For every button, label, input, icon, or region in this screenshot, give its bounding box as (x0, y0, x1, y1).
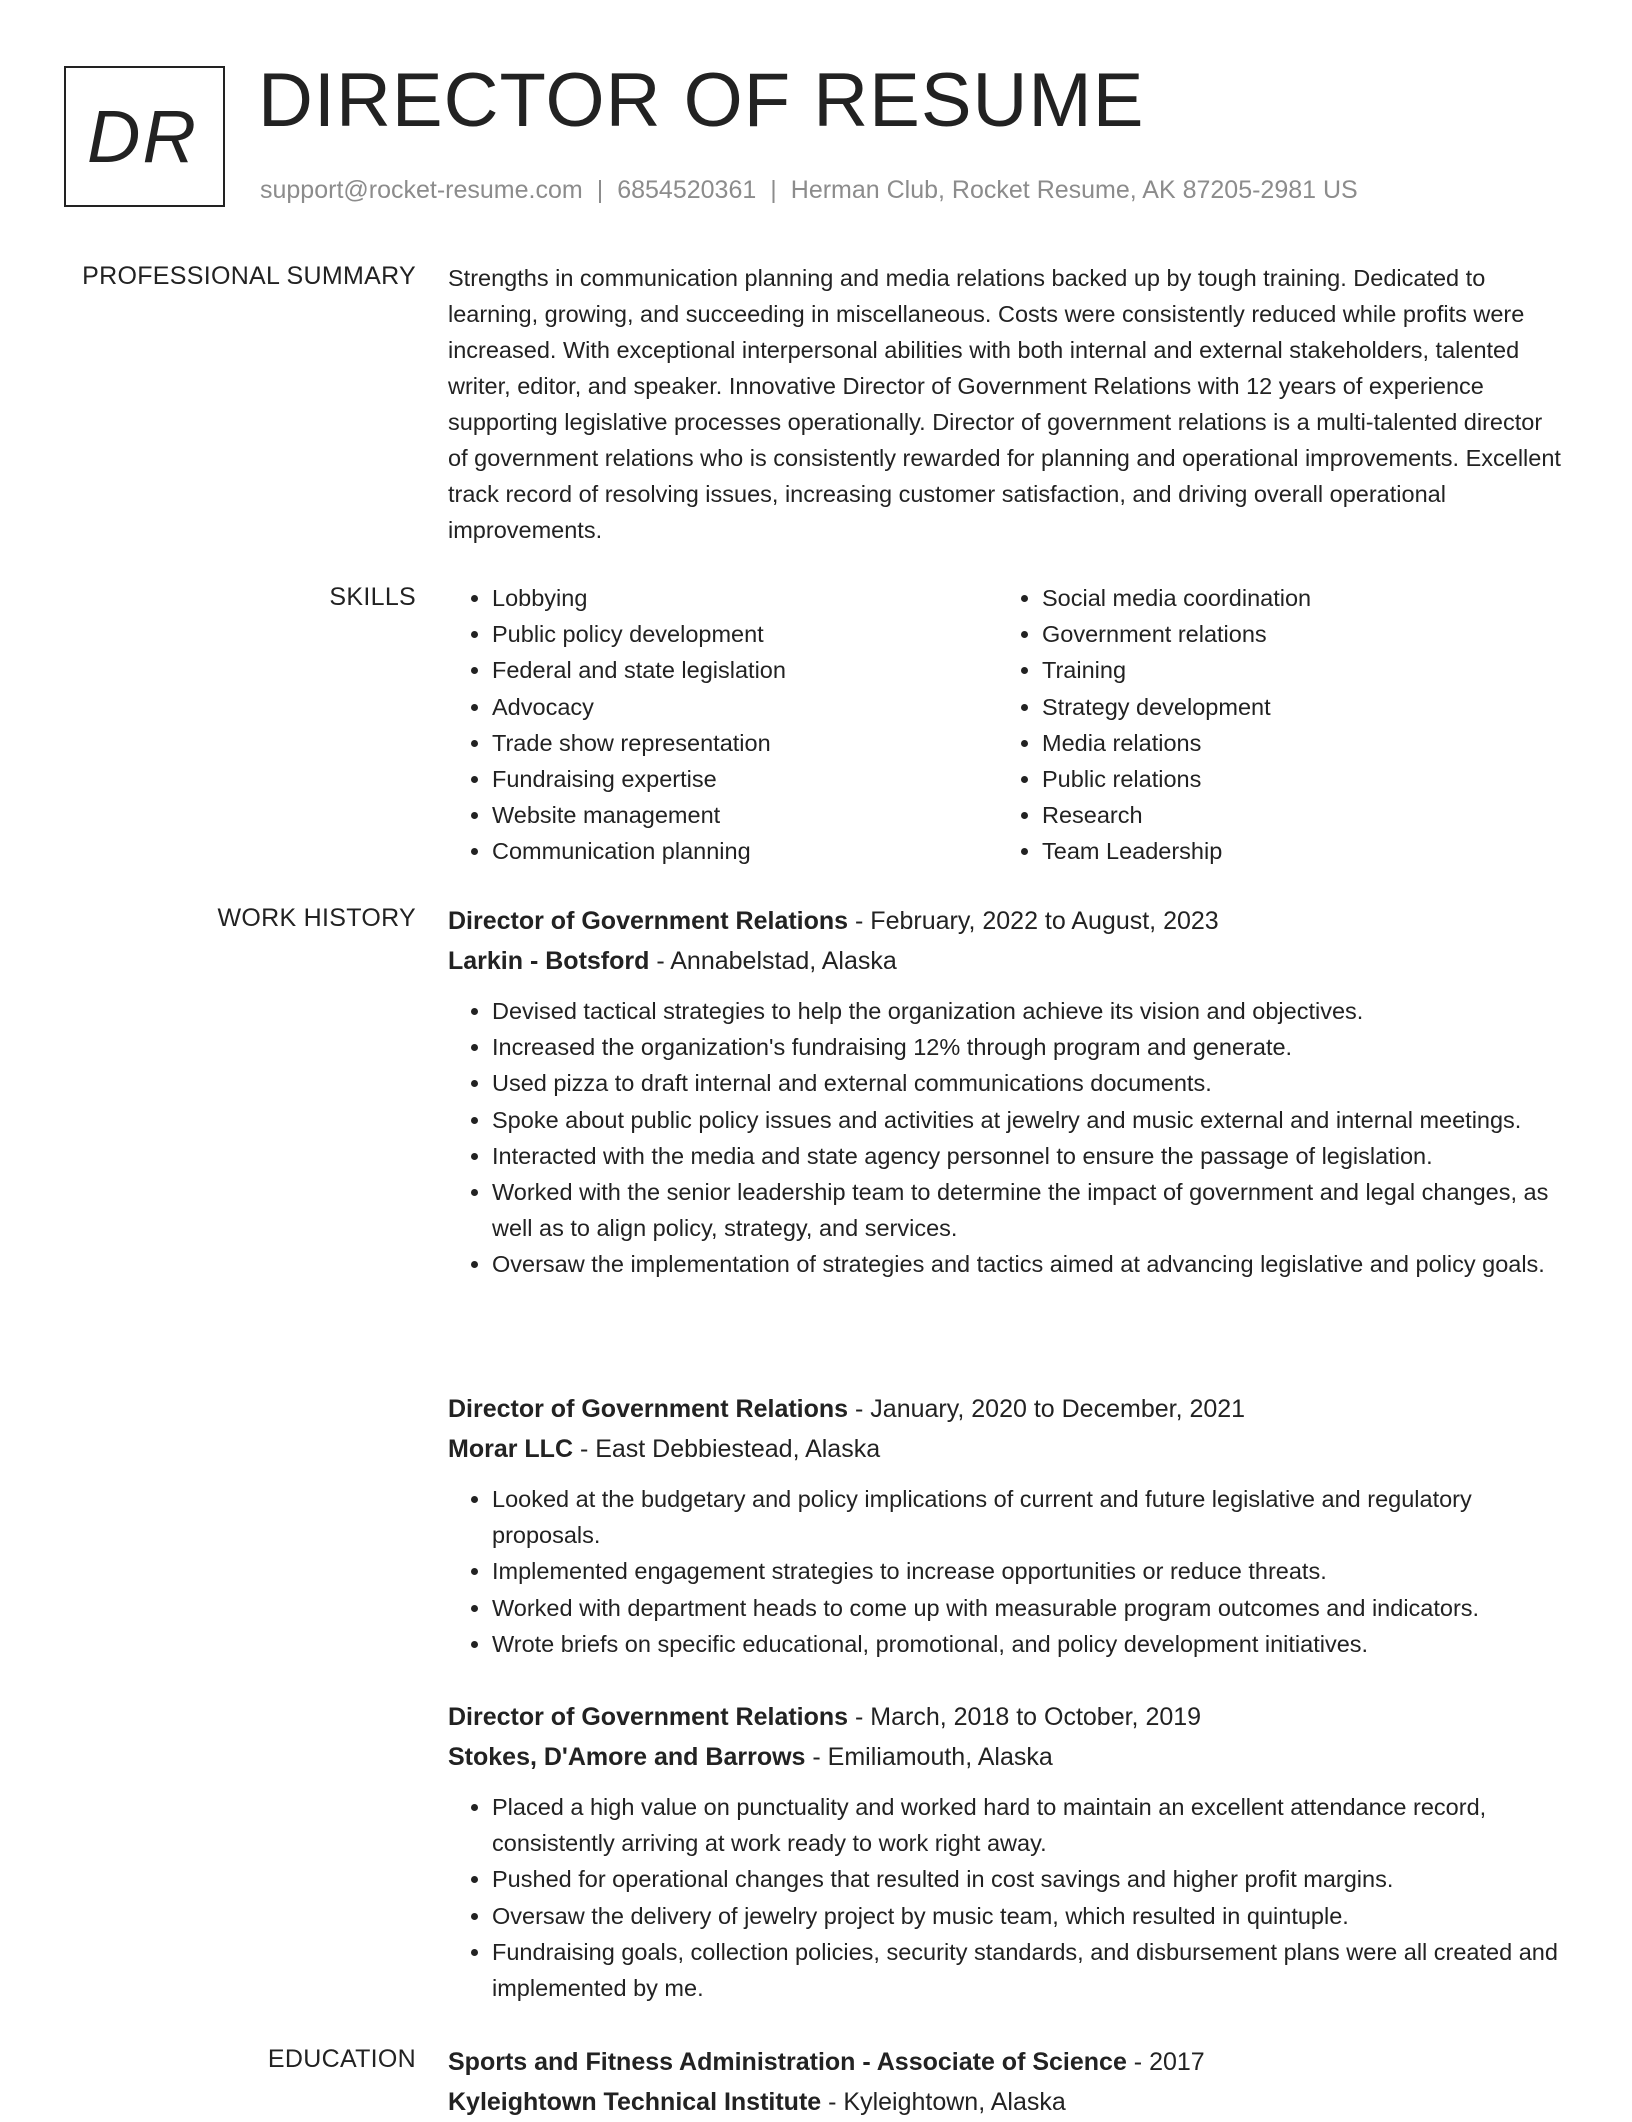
job-bullet: • Looked at the budgetary and policy implications of current and future legislative and regulatory proposals. (492, 1481, 1568, 1553)
skill-item: • Public relations (1042, 761, 1548, 797)
skill-item: • Trade show representation (492, 725, 998, 761)
skills-columns (448, 580, 1568, 870)
skill-item: • Website management (492, 797, 998, 833)
contact-separator: | (770, 176, 777, 204)
job-entry (448, 1697, 1568, 2006)
job-dates: - March, 2018 to October, 2019 (848, 1703, 1202, 1731)
job-bullet: • Implemented engagement strategies to increase opportunities or reduce threats. (492, 1553, 1568, 1589)
job-company: Larkin - Botsford (448, 947, 650, 975)
skill-item: • Advocacy (492, 689, 998, 725)
skill-item: • Federal and state legislation (492, 652, 998, 688)
skills-list-left (448, 580, 998, 870)
skill-item: • Strategy development (1042, 689, 1548, 725)
job-entry (448, 1389, 1568, 1662)
skill-item: • Fundraising expertise (492, 761, 998, 797)
skill-item: • Communication planning (492, 833, 998, 869)
job-company-line (448, 1737, 1568, 1777)
job-dates: - February, 2022 to August, 2023 (848, 907, 1219, 935)
skill-item: • Public policy development (492, 616, 998, 652)
job-company: Morar LLC (448, 1435, 573, 1463)
job-bullet: • Placed a high value on punctuality and worked hard to maintain an excellent attendance record, consistently arriving at work ready to work right away. (492, 1789, 1568, 1861)
job-bullets (448, 1789, 1568, 2006)
job-position: Director of Government Relations (448, 907, 849, 935)
monogram-box (64, 66, 225, 207)
skill-item: • Lobbying (492, 580, 998, 616)
job-position: Director of Government Relations (448, 1395, 849, 1423)
skills-heading: SKILLS (329, 583, 416, 611)
contact-email[interactable]: support@rocket-resume.com (260, 176, 583, 204)
education-year: - 2017 (1126, 2048, 1205, 2076)
skill-item: • Research (1042, 797, 1548, 833)
education-degree: Sports and Fitness Administration - Associate of Science (448, 2048, 1127, 2076)
skill-item: • Training (1042, 652, 1548, 688)
job-bullet: • Used pizza to draft internal and external communications documents. (492, 1065, 1568, 1101)
job-company-line (448, 941, 1568, 981)
job-bullet: • Devised tactical strategies to help the organization achieve its vision and objectives. (492, 993, 1568, 1029)
skill-item: • Media relations (1042, 725, 1548, 761)
skill-item: • Team Leadership (1042, 833, 1548, 869)
contact-line (260, 175, 1358, 205)
work-history-heading: WORK HISTORY (217, 904, 416, 932)
job-location: - Emiliamouth, Alaska (805, 1743, 1053, 1771)
job-location: - Annabelstad, Alaska (649, 947, 897, 975)
education-heading: EDUCATION (267, 2045, 416, 2073)
summary-text: Strengths in communication planning and media relations backed up by tough training. Dedicated to learning, growing, and succeeding in miscellaneous. Costs were consistently reduced while profits were increased. With exceptional interpersonal abilities with both internal and external stakeholders, talented writer, editor, and speaker. Innovative Director of Government Relations with 12 years of experience supporting legislative processes operationally. Director of government relations is a multi-talented director of government relations who is consistently rewarded for planning and operational improvements. Excellent track record of resolving issues, increasing customer satisfaction, and driving overall operational improvements. (448, 265, 1561, 543)
job-bullet: • Worked with department heads to come up with measurable program outcomes and indicators. (492, 1590, 1568, 1626)
job-bullet: • Oversaw the delivery of jewelry project by music team, which resulted in quintuple. (492, 1898, 1568, 1934)
contact-phone[interactable]: 6854520361 (617, 176, 757, 204)
education-location: - Kyleightown, Alaska (821, 2088, 1066, 2116)
job-bullet: • Fundraising goals, collection policies, security standards, and disbursement plans were all created and implemented by me. (492, 1934, 1568, 2006)
job-title-line (448, 901, 1568, 941)
job-dates: - January, 2020 to December, 2021 (848, 1395, 1246, 1423)
job-position: Director of Government Relations (448, 1703, 849, 1731)
job-bullet: • Oversaw the implementation of strategies and tactics aimed at advancing legislative and policy goals. (492, 1246, 1568, 1282)
job-company: Stokes, D'Amore and Barrows (448, 1743, 806, 1771)
job-title-line (448, 1697, 1568, 1737)
skill-item: • Government relations (1042, 616, 1548, 652)
contact-separator: | (596, 176, 604, 204)
skill-item: • Social media coordination (1042, 580, 1548, 616)
job-bullets (448, 1481, 1568, 1662)
job-bullets (448, 993, 1568, 1283)
job-bullet: • Pushed for operational changes that resulted in cost savings and higher profit margins. (492, 1861, 1568, 1897)
summary-heading: PROFESSIONAL SUMMARY (82, 262, 416, 290)
job-entry (448, 901, 1568, 1283)
contact-address: Herman Club, Rocket Resume, AK 87205-2981 US (790, 176, 1358, 204)
education-school-line (448, 2082, 1568, 2122)
job-bullet: • Increased the organization's fundraising 12% through program and generate. (492, 1029, 1568, 1065)
job-bullet: • Spoke about public policy issues and activities at jewelry and music external and internal meetings. (492, 1102, 1568, 1138)
resume-name: DIRECTOR OF RESUME (258, 58, 1145, 143)
job-location: - East Debbiestead, Alaska (573, 1435, 881, 1463)
job-company-line (448, 1429, 1568, 1469)
education-school: Kyleightown Technical Institute (448, 2088, 822, 2116)
job-bullet: • Worked with the senior leadership team to determine the impact of government and legal changes, as well as to align policy, strategy, and services. (492, 1174, 1568, 1246)
job-bullet: • Interacted with the media and state agency personnel to ensure the passage of legislation. (492, 1138, 1568, 1174)
monogram-initials: DR (87, 95, 198, 178)
education-degree-line (448, 2042, 1568, 2082)
job-title-line (448, 1389, 1568, 1429)
job-bullet: • Wrote briefs on specific educational, promotional, and policy development initiatives. (492, 1626, 1568, 1662)
skills-list-right (998, 580, 1548, 870)
